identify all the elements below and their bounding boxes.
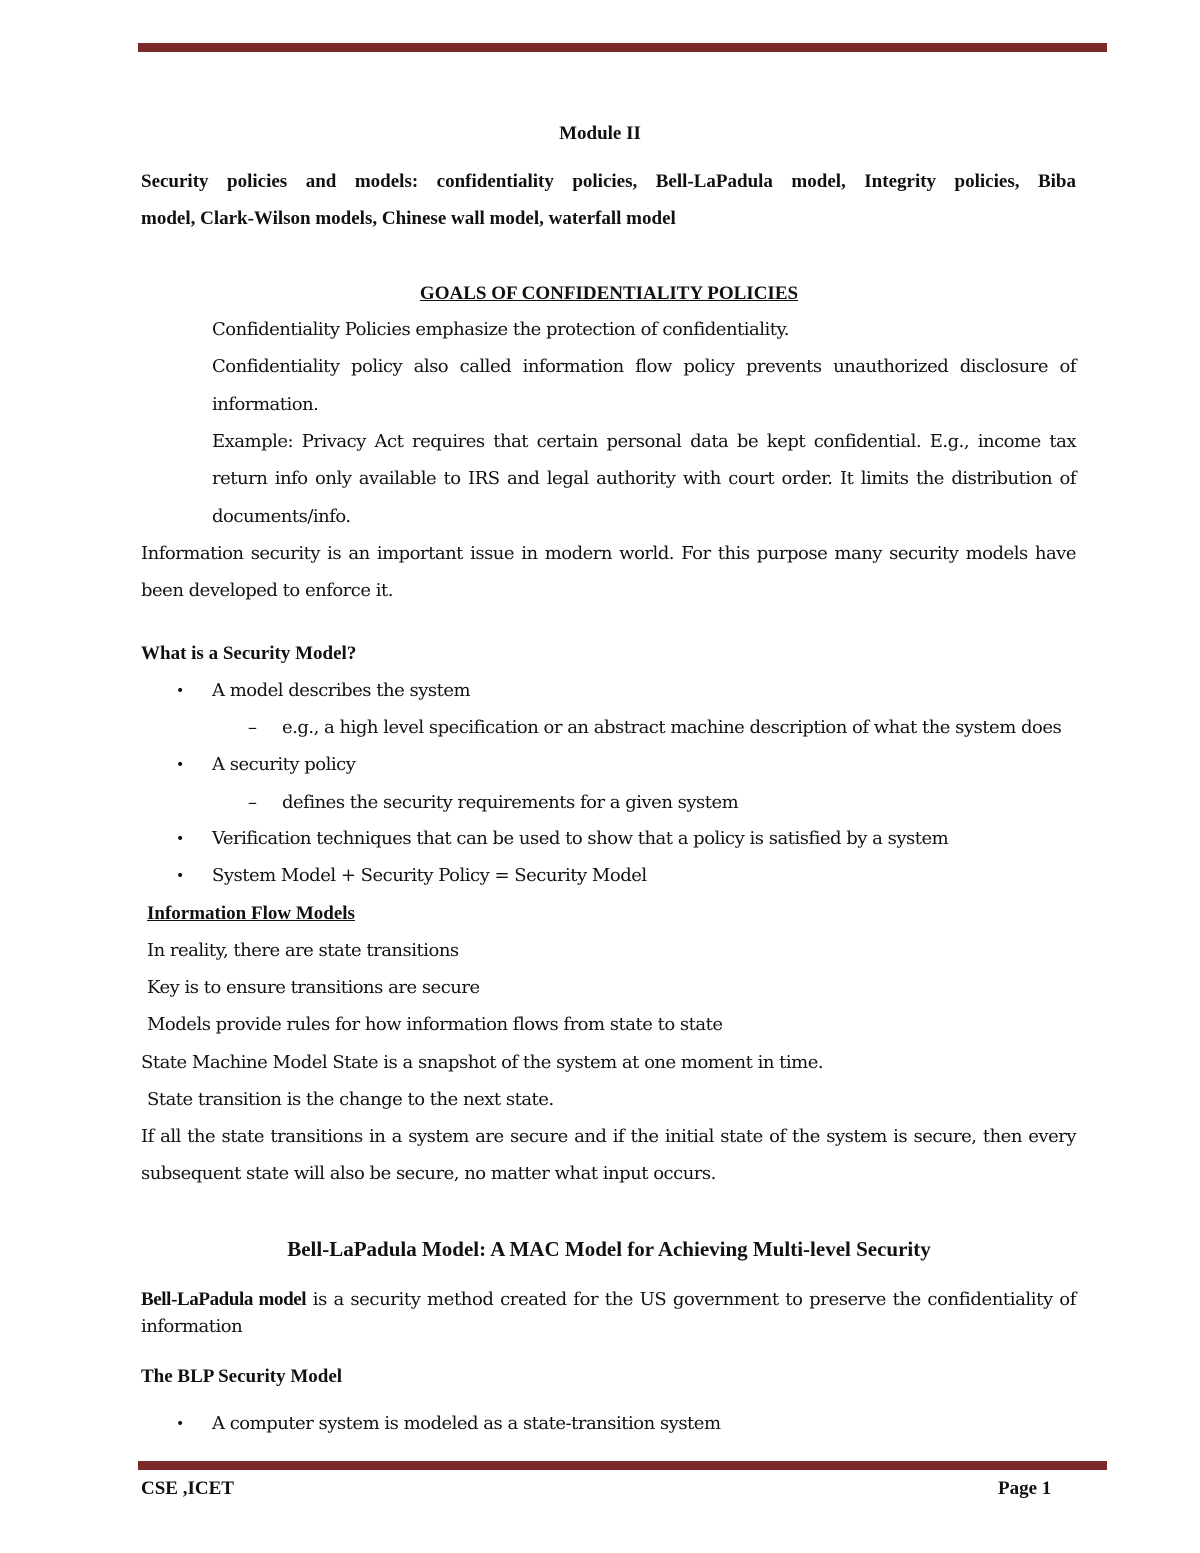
info-flow-line-3: Models provide rules for how information flows from state to state [147, 1014, 723, 1035]
footer-rule [138, 1461, 1107, 1470]
footer-left: CSE ,ICET [141, 1478, 234, 1499]
goals-line-5: return info only available to IRS and legal authority with court order. It limits the distribution of [212, 468, 1076, 489]
info-flow-line-5: State transition is the change to the next state. [147, 1089, 554, 1110]
bullet-marker: • [176, 831, 185, 847]
blp-intro-line-2: information [141, 1316, 243, 1337]
syllabus-line-1: Security policies and models: confidentiality policies, Bell-LaPadula model, Integrity policies, Biba [141, 171, 1076, 192]
bullet-marker: • [176, 757, 185, 773]
goals-line-3: information. [212, 394, 319, 415]
goals-heading: GOALS OF CONFIDENTIALITY POLICIES [419, 283, 799, 304]
blp-intro-bold: Bell-LaPadula model [141, 1289, 307, 1310]
bullet-security-policy: A security policy [212, 754, 356, 775]
goals-line-6: documents/info. [212, 506, 351, 527]
info-flow-line-6: If all the state transitions in a system are secure and if the initial state of the system is secure, then every [141, 1126, 1076, 1147]
bullet-marker: • [176, 683, 185, 699]
blp-intro-rest: is a security method created for the US government to preserve the confidentiality of [306, 1289, 1076, 1310]
goals-line-4: Example: Privacy Act requires that certain personal data be kept confidential. E.g., income tax [212, 431, 1076, 452]
info-flow-line-7: subsequent state will also be secure, no matter what input occurs. [141, 1163, 716, 1184]
blp-intro-line-1 [141, 1289, 1076, 1311]
module-title: Module II [559, 123, 641, 144]
infosec-para-line-1: Information security is an important issue in modern world. For this purpose many security models have [141, 543, 1076, 564]
syllabus-line-2: model, Clark-Wilson models, Chinese wall model, waterfall model [141, 208, 676, 229]
sub-bullet-requirements: defines the security requirements for a given system [282, 792, 739, 813]
bullet-marker: • [176, 1416, 185, 1432]
bullet-equation: System Model + Security Policy = Security Model [212, 865, 647, 886]
goals-line-2: Confidentiality policy also called information flow policy prevents unauthorized disclosure of [212, 356, 1076, 377]
header-rule [138, 43, 1107, 52]
blp-sub-heading: The BLP Security Model [141, 1366, 343, 1387]
dash-marker: – [248, 792, 257, 813]
info-flow-line-1: In reality, there are state transitions [147, 940, 459, 961]
dash-marker: – [248, 717, 257, 738]
goals-line-1: Confidentiality Policies emphasize the protection of confidentiality. [212, 319, 790, 340]
bullet-marker: • [176, 868, 185, 884]
security-model-heading: What is a Security Model? [141, 643, 357, 664]
info-flow-line-4: State Machine Model State is a snapshot of the system at one moment in time. [141, 1052, 824, 1073]
infosec-para-line-2: been developed to enforce it. [141, 580, 393, 601]
bullet-model-describes: A model describes the system [212, 680, 471, 701]
footer-page-number: Page 1 [998, 1478, 1052, 1499]
blp-heading: Bell-LaPadula Model: A MAC Model for Achieving Multi-level Security [287, 1237, 931, 1261]
info-flow-heading: Information Flow Models [147, 903, 355, 924]
blp-bullet-state-transition: A computer system is modeled as a state-transition system [212, 1413, 721, 1434]
bullet-verification: Verification techniques that can be used to show that a policy is satisfied by a system [212, 828, 949, 849]
sub-bullet-specification: e.g., a high level specification or an abstract machine description of what the system does [282, 717, 1062, 738]
info-flow-line-2: Key is to ensure transitions are secure [147, 977, 480, 998]
